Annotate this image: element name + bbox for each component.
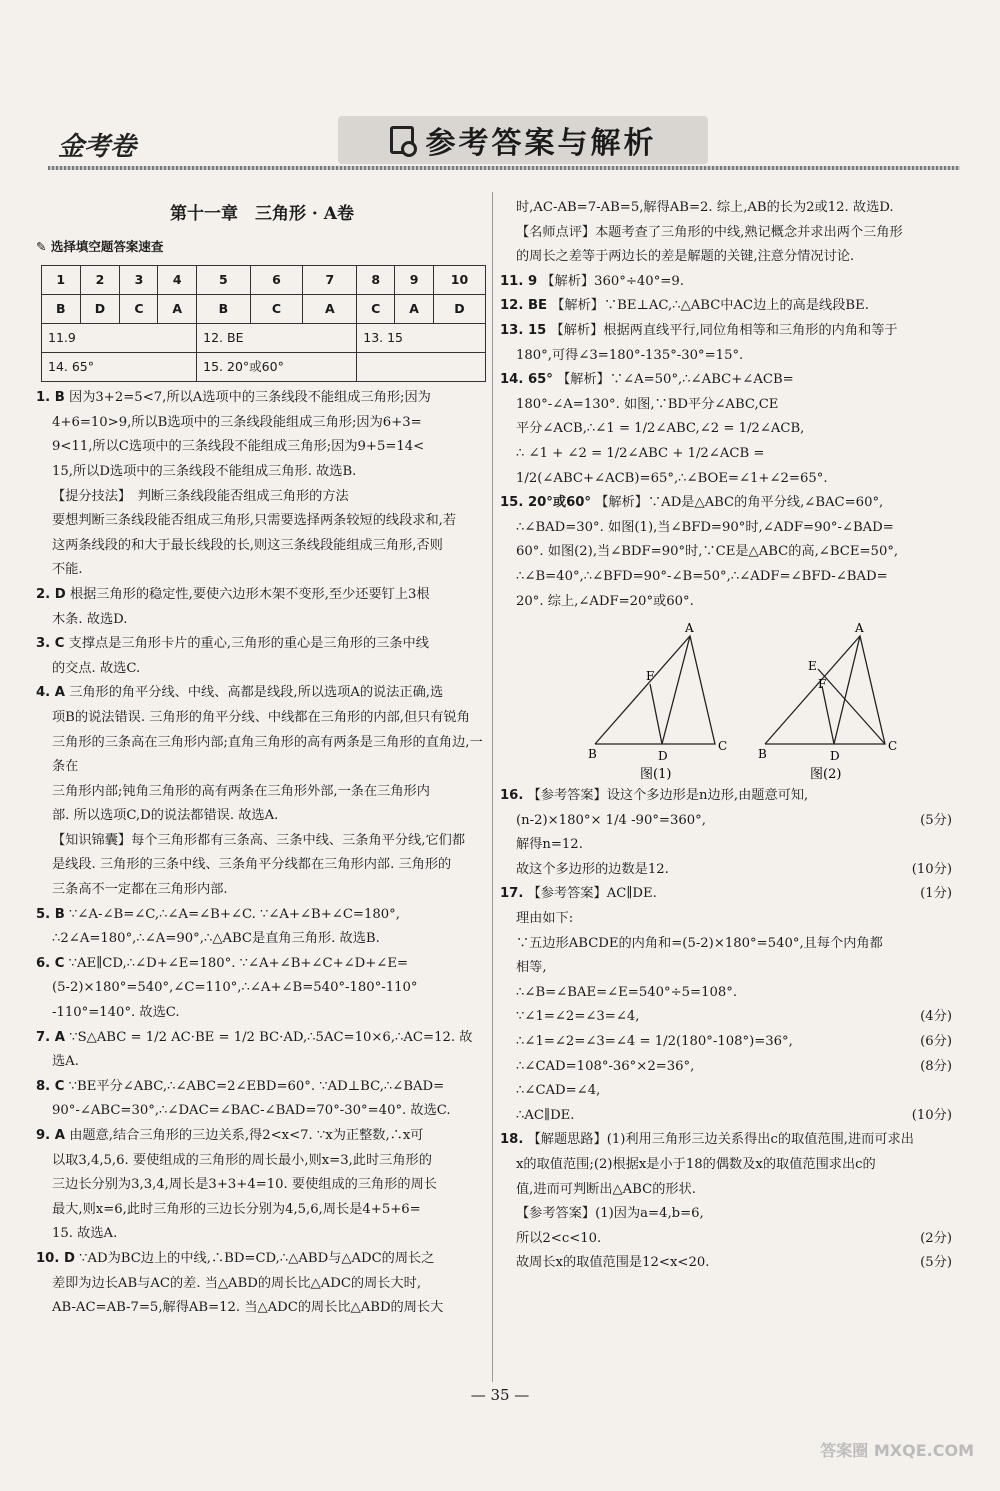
- answer-text: 故这个多边形的边数是12.: [516, 861, 669, 877]
- fig2-label-a: A: [855, 621, 864, 636]
- answer-line: [36, 460, 488, 485]
- answer-line: [36, 509, 488, 534]
- answer-text: 三条高不一定都在三角形内部.: [52, 882, 228, 898]
- answer-line: [36, 1099, 488, 1124]
- answer-cell: [357, 353, 486, 382]
- answer-line: [36, 903, 488, 928]
- answer-line: [36, 1124, 488, 1149]
- answer-line: [36, 780, 488, 805]
- score-mark: (10分): [911, 861, 952, 877]
- answer-text: 15. 故选A.: [52, 1226, 118, 1242]
- question-number: 8. C: [36, 1078, 65, 1094]
- answer-text: 最大,则x=6,此时三角形的三边长分别为4,5,6,周长是4+5+6=: [52, 1201, 421, 1217]
- answer-text: 的交点. 故选C.: [52, 660, 141, 676]
- answer-line: [36, 1001, 488, 1026]
- answer-line: [500, 981, 952, 1006]
- answer-text: ∵BE平分∠ABC,∴∠ABC=2∠EBD=60°. ∵AD⊥BC,∴∠BAD=: [68, 1078, 445, 1094]
- answer-text: ∴2∠A=180°,∴∠A=90°,∴△ABC是直角三角形. 故选B.: [52, 931, 380, 947]
- question-number: 12. BE: [500, 298, 548, 314]
- answer-text: 三角形的三条高在三角形内部;直角三角形的高有两条是三角形的直角边,一条在: [52, 734, 483, 775]
- answer-cell: 5: [197, 266, 250, 295]
- answer-line: [36, 706, 488, 731]
- answer-text: 90°-∠ABC=30°,∴∠DAC=∠BAC-∠BAD=70°-30°=40°. 故选C.: [52, 1103, 451, 1119]
- fig2-label-f: F: [818, 677, 827, 692]
- answer-line: [36, 804, 488, 829]
- question-number: 13. 15: [500, 322, 547, 338]
- answer-text: 1/2(∠ABC+∠ACB)=65°,∴∠BOE=∠1+∠2=65°.: [516, 470, 828, 486]
- answer-line: [500, 1178, 952, 1203]
- answer-cell: D: [80, 295, 120, 324]
- answer-text: 时,AC-AB=7-AB=5,解得AB=2. 综上,AB的长为2或12. 故选D.: [516, 200, 894, 215]
- left-answers: [36, 386, 488, 1321]
- fig1-label-a: A: [685, 621, 694, 636]
- fig1-label-b: B: [588, 747, 597, 762]
- fig1-label-d: D: [658, 749, 668, 764]
- answer-line: [36, 632, 488, 657]
- answer-text: 要想判断三条线段能否组成三角形,只需要选择两条较短的线段求和,若: [52, 513, 457, 529]
- score-mark: (8分): [920, 1058, 952, 1074]
- answer-cell: D: [433, 295, 485, 324]
- answer-cell: 8: [357, 266, 395, 295]
- answer-cell: C: [250, 295, 303, 324]
- answer-line: [500, 565, 952, 590]
- answer-line: [500, 1202, 952, 1227]
- answer-line: [36, 1050, 488, 1075]
- answer-text: 【解析】∵BE⊥AC,∴△ABC中AC边上的高是线段BE.: [551, 298, 869, 314]
- score-mark: (2分): [920, 1230, 952, 1246]
- answer-text: 【解析】∵∠A=50°,∴∠ABC+∠ACB=: [557, 372, 794, 388]
- answer-line: [500, 491, 952, 516]
- question-number: 15. 20°或60°: [500, 495, 592, 511]
- question-number: 5. B: [36, 906, 65, 922]
- answer-text: 三边长分别为3,3,4,周长是3+3+4=10. 要使组成的三角形的周长: [52, 1177, 437, 1193]
- answer-line: [36, 952, 488, 977]
- right-answers: [500, 196, 952, 614]
- answer-line: [36, 1173, 488, 1198]
- question-number: 16.: [500, 788, 524, 804]
- answer-line: [500, 1005, 952, 1030]
- answer-line: [36, 878, 488, 903]
- answer-text: (n-2)×180°× 1/4 -90°=360°,: [516, 812, 706, 828]
- score-mark: (4分): [920, 1009, 952, 1025]
- question-number: 7. A: [36, 1029, 65, 1045]
- answer-text: 60°. 如图(2),当∠BDF=90°时,∵CE是△ABC的高,∠BCE=50°,: [516, 544, 899, 560]
- answer-line: [36, 657, 488, 682]
- fig2-label-b: B: [758, 747, 767, 762]
- answer-text: ∴∠B=40°,∴∠BFD=90°-∠B=50°,∴∠ADF=∠BFD-∠BAD=: [516, 568, 888, 584]
- answer-text: 根据三角形的稳定性,要使六边形木架不变形,至少还要钉上3根: [69, 586, 430, 602]
- answer-cell: 7: [303, 266, 357, 295]
- header-title: 参考答案与解析: [425, 126, 657, 161]
- answer-line: [36, 927, 488, 952]
- watermark-logo: 答案圈 MXQE.COM: [820, 1441, 974, 1460]
- answer-line: [36, 731, 488, 780]
- answer-cell: B: [42, 295, 81, 324]
- answer-line: [36, 583, 488, 608]
- answer-text: 所以2<c<10.: [516, 1230, 602, 1246]
- answer-line: [500, 1128, 952, 1153]
- answer-cell: A: [303, 295, 357, 324]
- answer-line: [500, 516, 952, 541]
- answer-line: [500, 294, 952, 319]
- answer-cell: 10: [433, 266, 485, 295]
- question-number: 10. D: [36, 1250, 75, 1266]
- answer-text: 【参考答案】设这个多边形是n边形,由题意可知,: [527, 788, 809, 804]
- answer-text: 不能.: [52, 562, 83, 578]
- answer-text: 选A.: [52, 1054, 79, 1070]
- answer-text: 【解析】根据两直线平行,同位角相等和三角形的内角和等于: [550, 322, 898, 338]
- answer-line: [500, 858, 952, 883]
- answer-text: 【提分技法】 判断三条线段能否组成三角形的方法: [52, 488, 349, 504]
- answer-text: 以取3,4,5,6. 要使组成的三角形的周长最小,则x=3,此时三角形的: [52, 1152, 432, 1168]
- answer-cell: B: [197, 295, 250, 324]
- answer-line: [500, 344, 952, 369]
- answer-line: [36, 435, 488, 460]
- answer-text: 故周长x的取值范围是12<x<20.: [516, 1255, 710, 1271]
- answer-text: 因为3+2=5<7,所以A选项中的三条线段不能组成三角形;因为: [69, 390, 431, 406]
- answer-table: [41, 265, 486, 382]
- answer-text: 项B的说法错误. 三角形的角平分线、中线都在三角形的内部,但只有锐角: [52, 709, 470, 725]
- answer-cell: 2: [80, 266, 120, 295]
- answer-line: [36, 485, 488, 510]
- figure-2-caption: 图(2): [810, 767, 842, 783]
- right-answers-lower: [500, 784, 952, 1276]
- figure-1: [595, 636, 715, 744]
- question-number: 9. A: [36, 1128, 65, 1143]
- answer-line: [500, 196, 952, 221]
- answer-text: ∵∠A-∠B=∠C,∴∠A=∠B+∠C. ∵∠A+∠B+∠C=180°,: [69, 906, 400, 922]
- answer-line: [500, 907, 952, 932]
- answer-line: [36, 1272, 488, 1297]
- answer-text: ∴AC∥DE.: [516, 1107, 575, 1123]
- quick-answer-title: ✎ 选择填空题答案速查: [36, 238, 164, 254]
- answer-text: ∵AE∥CD,∴∠D+∠E=180°. ∵∠A+∠B+∠C+∠D+∠E=: [68, 955, 409, 971]
- answer-text: 木条. 故选D.: [52, 611, 128, 627]
- answer-text: (5-2)×180°=540°,∠C=110°,∴∠A+∠B=540°-180°-110°: [52, 980, 418, 996]
- page-number: — 35 —: [470, 1386, 530, 1404]
- answer-line: [36, 1247, 488, 1272]
- answer-line: [500, 368, 952, 393]
- answer-text: ∴∠B=∠BAE=∠E=540°÷5=108°.: [516, 984, 738, 1000]
- answer-cell: 13. 15: [357, 324, 486, 353]
- fig2-label-d: D: [830, 749, 840, 764]
- answer-text: ∴∠1=∠2=∠3=∠4 = 1/2(180°-108°)=36°,: [516, 1034, 793, 1050]
- answer-line: [36, 386, 488, 411]
- answer-line: [500, 1251, 952, 1276]
- answer-line: [36, 1149, 488, 1174]
- answer-line: [500, 540, 952, 565]
- score-mark: (1分): [920, 886, 952, 902]
- answer-line: [500, 1055, 952, 1080]
- answer-search-icon: [390, 126, 414, 154]
- answer-text: 【参考答案】(1)因为a=4,b=6,: [516, 1206, 704, 1222]
- page-header: [48, 108, 960, 168]
- fig2-label-e: E: [808, 659, 817, 674]
- answer-cell: 6: [250, 266, 303, 295]
- answer-text: ∵∠1=∠2=∠3=∠4,: [516, 1009, 640, 1025]
- score-mark: (5分): [920, 812, 952, 828]
- answer-text: 三角形的角平分线、中线、高都是线段,所以选项A的说法正确,选: [69, 685, 444, 701]
- answer-cell: 4: [158, 266, 197, 295]
- fig1-label-c: C: [718, 739, 728, 754]
- figure-1-caption: 图(1): [640, 767, 672, 783]
- question-number: 18.: [500, 1132, 524, 1148]
- header-stripe: [48, 166, 960, 170]
- answer-cell: 11.9: [42, 324, 197, 353]
- answer-cell: C: [120, 295, 158, 324]
- answer-line: [500, 1227, 952, 1252]
- answer-cell: A: [158, 295, 197, 324]
- answer-line: [500, 221, 952, 246]
- triangle-figures: [500, 614, 952, 784]
- fig2-label-c: C: [888, 739, 898, 754]
- question-number: 1. B: [36, 390, 65, 406]
- answer-line: [36, 411, 488, 436]
- answer-text: 20°. 综上,∠ADF=20°或60°.: [516, 593, 694, 609]
- answer-text: 这两条线段的和大于最长线段的长,则这三条线段能组成三角形,否则: [52, 537, 443, 553]
- question-number: 3. C: [36, 636, 65, 652]
- answer-line: [36, 1222, 488, 1247]
- score-mark: (10分): [911, 1107, 952, 1123]
- answer-line: [500, 467, 952, 492]
- answer-line: [500, 882, 952, 907]
- answer-text: 是线段. 三角形的三条中线、三条角平分线都在三角形内部. 三角形的: [52, 857, 452, 873]
- answer-text: 180°,可得∠3=180°-135°-30°=15°.: [516, 347, 744, 363]
- right-column: [500, 196, 952, 1276]
- answer-cell: A: [395, 295, 434, 324]
- header-banner: [338, 116, 708, 164]
- answer-line: [36, 681, 488, 706]
- answer-cell: 1: [42, 266, 81, 295]
- question-number: 14. 65°: [500, 372, 553, 388]
- question-number: 6. C: [36, 955, 65, 971]
- score-mark: (6分): [920, 1034, 952, 1050]
- answer-line: [36, 853, 488, 878]
- answer-text: x的取值范围;(2)根据x是小于18的偶数及x的取值范围求出c的: [516, 1157, 876, 1172]
- answer-text: 部. 所以选项C,D的说法都错误. 故选A.: [52, 808, 279, 824]
- left-column: [36, 196, 488, 1321]
- chapter-title: 第十一章 三角形 · A卷: [170, 204, 354, 224]
- answer-text: ∴∠CAD=108°-36°×2=36°,: [516, 1058, 695, 1074]
- answer-text: 理由如下:: [516, 911, 574, 927]
- answer-line: [500, 442, 952, 467]
- answer-text: 【参考答案】AC∥DE.: [527, 886, 657, 902]
- answer-text: ∵AD为BC边上的中线,∴BD=CD,∴△ABD与△ADC的周长之: [79, 1250, 435, 1266]
- question-number: 2. D: [36, 586, 66, 602]
- answer-cell: 12. BE: [197, 324, 357, 353]
- answer-cell: 9: [395, 266, 434, 295]
- answer-line: [36, 608, 488, 633]
- brand-logo: 金考卷: [58, 132, 137, 162]
- answer-text: 4+6=10>9,所以B选项中的三条线段能组成三角形;因为6+3=: [52, 414, 422, 430]
- answer-line: [500, 1030, 952, 1055]
- answer-line: [36, 1296, 488, 1321]
- answer-text: 【知识锦囊】每个三角形都有三条高、三条中线、三条角平分线,它们都: [52, 832, 466, 848]
- answer-line: [36, 829, 488, 854]
- answer-line: [500, 393, 952, 418]
- answer-text: 【名师点评】本题考查了三角形的中线,熟记概念并求出两个三角形: [516, 224, 903, 240]
- answer-cell: 15. 20°或60°: [197, 353, 357, 382]
- answer-cell: C: [357, 295, 395, 324]
- answer-text: AB-AC=AB-7=5,解得AB=12. 当△ADC的周长比△ABD的周长大: [52, 1300, 444, 1316]
- answer-line: [500, 809, 952, 834]
- column-divider: [492, 192, 493, 1382]
- answer-text: 9<11,所以C选项中的三条线段不能组成三角形;因为9+5=14<: [52, 439, 425, 455]
- answer-text: 平分∠ACB,∴∠1 = 1/2∠ABC,∠2 = 1/2∠ACB,: [516, 421, 805, 437]
- answer-line: [500, 417, 952, 442]
- answer-text: ∴ ∠1 + ∠2 = 1/2∠ABC + 1/2∠ACB =: [516, 445, 765, 461]
- answer-line: [500, 1104, 952, 1129]
- question-number: 4. A: [36, 685, 65, 701]
- answer-line: [36, 558, 488, 583]
- answer-line: [500, 932, 952, 957]
- answer-line: [36, 534, 488, 559]
- answer-line: [500, 956, 952, 981]
- answer-cell: 3: [120, 266, 158, 295]
- answer-line: [36, 1026, 488, 1051]
- answer-line: [500, 1153, 952, 1178]
- answer-text: 【解析】∵AD是△ABC的角平分线,∠BAC=60°,: [595, 495, 884, 511]
- answer-line: [500, 833, 952, 858]
- answer-text: 三角形内部;钝角三角形的高有两条在三角形外部,一条在三角形内: [52, 783, 430, 799]
- answer-text: 相等,: [516, 960, 547, 976]
- answer-text: 15,所以D选项中的三条线段不能组成三角形. 故选B.: [52, 463, 357, 479]
- answer-text: 支撑点是三角形卡片的重心,三角形的重心是三角形的三条中线: [68, 636, 429, 652]
- answer-line: [500, 1079, 952, 1104]
- answer-text: -110°=140°. 故选C.: [52, 1005, 180, 1021]
- answer-line: [36, 976, 488, 1001]
- answer-cell: 14. 65°: [42, 353, 197, 382]
- answer-text: ∵S△ABC = 1/2 AC·BE = 1/2 BC·AD,∴5AC=10×6,∴AC=12. 故: [69, 1029, 473, 1045]
- answer-text: 值,进而可判断出△ABC的形状.: [516, 1181, 696, 1197]
- question-number: 17.: [500, 886, 524, 902]
- answer-text: ∴∠BAD=30°. 如图(1),当∠BFD=90°时,∠ADF=90°-∠BAD=: [516, 519, 894, 535]
- answer-text: 由题意,结合三角形的三边关系,得2<x<7. ∵x为正整数,∴x可: [69, 1128, 424, 1143]
- score-mark: (5分): [920, 1255, 952, 1271]
- answer-text: 【解题思路】(1)利用三角形三边关系得出c的取值范围,进而可求出: [527, 1132, 914, 1148]
- question-number: 11. 9: [500, 273, 538, 289]
- answer-text: 【解析】360°÷40°=9.: [541, 273, 684, 289]
- answer-line: [500, 270, 952, 295]
- answer-text: ∴∠CAD=∠4,: [516, 1083, 601, 1099]
- answer-text: 解得n=12.: [516, 837, 583, 853]
- answer-line: [500, 784, 952, 809]
- figure-row: [500, 614, 952, 784]
- answer-line: [500, 245, 952, 270]
- answer-line: [500, 319, 952, 344]
- answer-text: 差即为边长AB与AC的差. 当△ABD的周长比△ADC的周长大时,: [52, 1275, 422, 1291]
- answer-text: 180°-∠A=130°. 如图,∵BD平分∠ABC,CE: [516, 396, 779, 412]
- answer-text: ∵五边形ABCDE的内角和=(5-2)×180°=540°,且每个内角都: [516, 935, 883, 951]
- answer-line: [36, 1075, 488, 1100]
- answer-text: 的周长之差等于两边长的差是解题的关键,注意分情况讨论.: [516, 249, 855, 265]
- fig1-label-f: F: [646, 669, 655, 684]
- answer-line: [36, 1198, 488, 1223]
- answer-line: [500, 590, 952, 615]
